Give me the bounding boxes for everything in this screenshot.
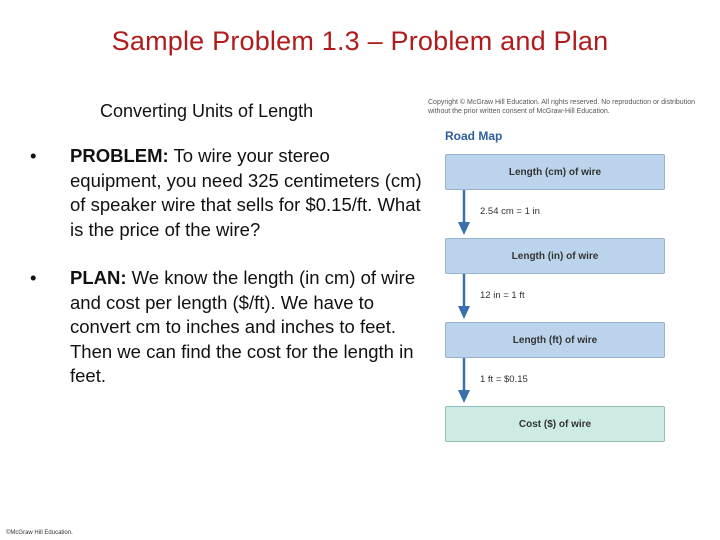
roadmap-box-cost: Cost ($) of wire [445, 406, 665, 442]
bullet-symbol: • [30, 145, 37, 166]
roadmap-box-cm: Length (cm) of wire [445, 154, 665, 190]
figure-copyright: Copyright © McGraw Hill Education. All rights reserved. No reproduction or distribution without the prior written consent of McGraw-Hill Education. [428, 99, 695, 115]
bullet-label: PLAN: [70, 267, 127, 288]
conversion-in-ft: 12 in = 1 ft [480, 290, 525, 301]
bullet-problem [30, 144, 425, 242]
road-map-title: Road Map [445, 129, 503, 143]
roadmap-box-ft: Length (ft) of wire [445, 322, 665, 358]
slide-title: Sample Problem 1.3 – Problem and Plan [111, 26, 609, 56]
bullet-symbol: • [30, 267, 37, 288]
conversion-cm-in: 2.54 cm = 1 in [480, 206, 540, 217]
bullet-label: PROBLEM: [70, 145, 169, 166]
footer-credit: ©McGraw Hill Education. [6, 530, 73, 536]
roadmap-box-in: Length (in) of wire [445, 238, 665, 274]
bullet-plan [30, 266, 425, 389]
slide-subtitle: Converting Units of Length [100, 101, 314, 121]
down-arrow-icon [458, 274, 470, 320]
bullet-text: We know the length (in cm) of wire and cost per length ($/ft). We have to convert cm to inches and inches to feet. Then we can find the cost for the length in feet. [70, 267, 416, 386]
down-arrow-icon [458, 190, 470, 236]
bullet-text: To wire your stereo equipment, you need 325 centimeters (cm) of speaker wire that sells for $0.15/ft. What is the price of the wire? [70, 145, 422, 240]
conversion-ft-cost: 1 ft = $0.15 [480, 374, 528, 385]
down-arrow-icon [458, 358, 470, 404]
bullet-list [30, 144, 425, 389]
